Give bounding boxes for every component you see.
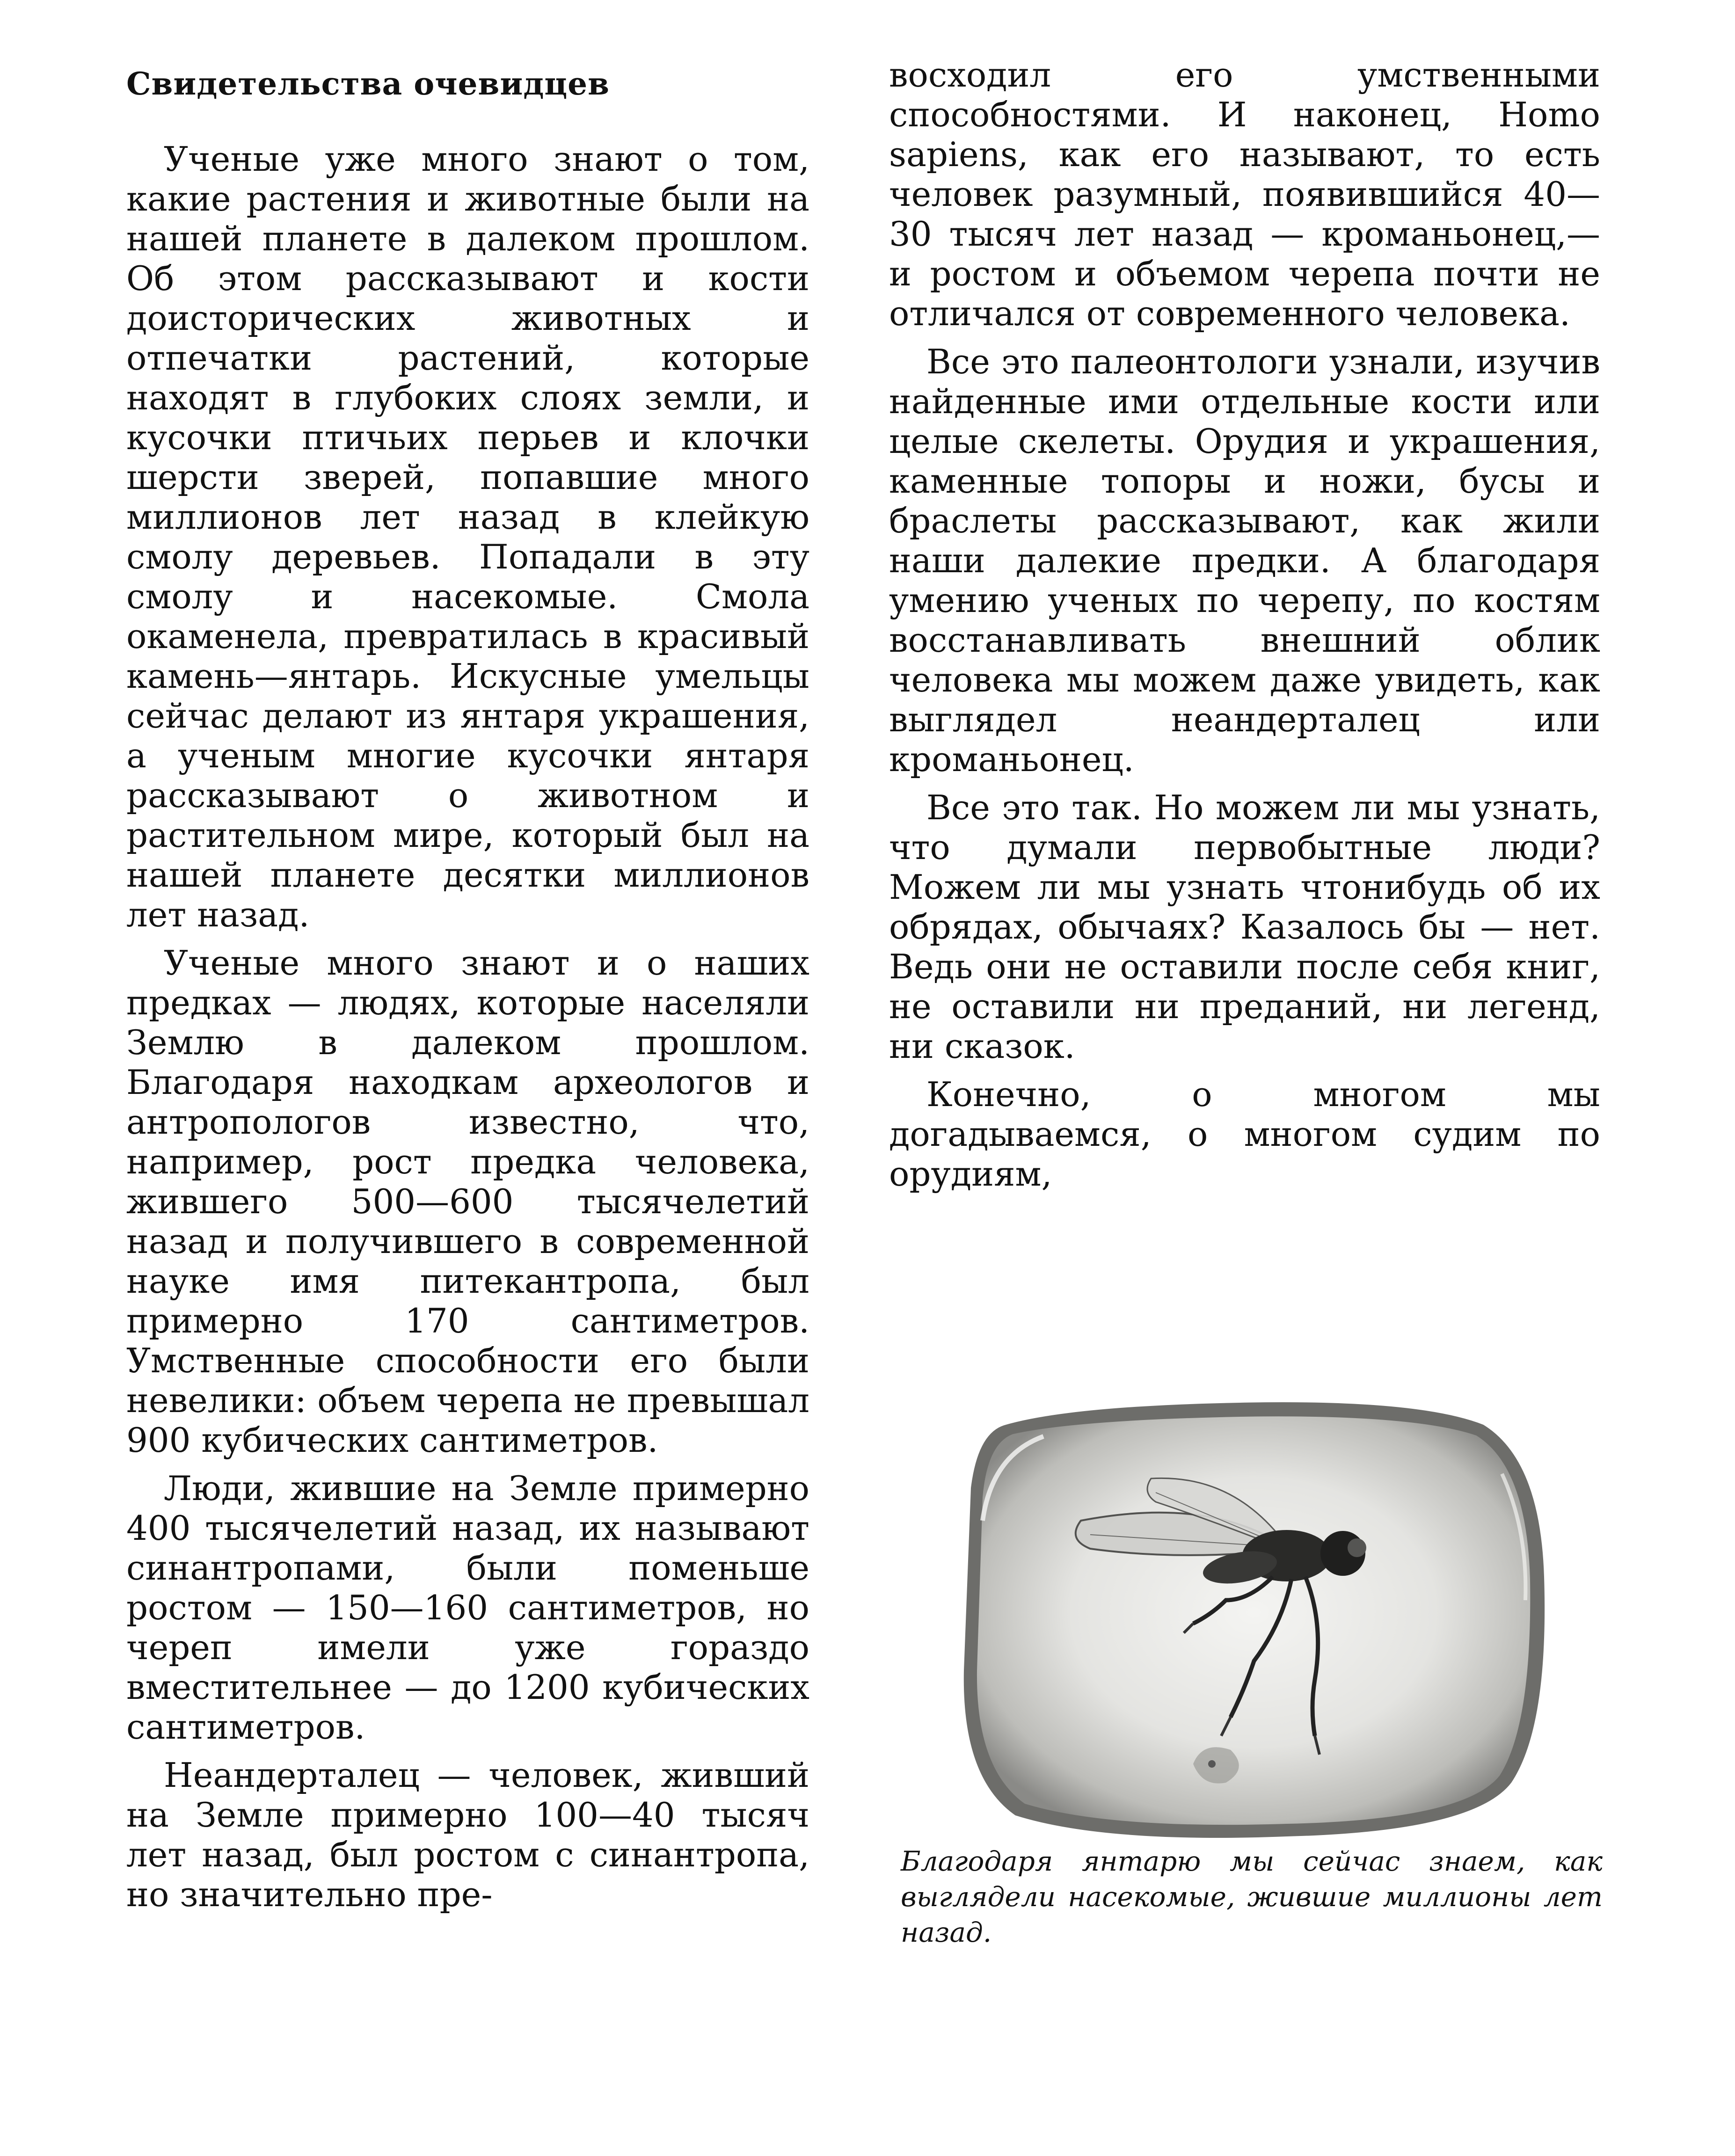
section-heading: Свидетельства очевидцев: [126, 66, 610, 102]
figure-caption: Благодаря янтарю мы сейчас знаем, как выглядели насекомые, жившие миллионы лет назад.: [901, 1845, 1603, 1948]
left-column: [126, 66, 809, 1923]
amber-insect-photo: [950, 1380, 1558, 1848]
paragraph: Ученые уже много знают о том, какие растения и животные были на нашей планете в далеком прошлом. Об этом рассказывают и кости доисторических животных и отпечатки растений, которые находят в глубоких слоях земли, и кусочки птичьих перьев и клочки шерсти зверей, попавшие много миллионов лет назад в клейкую смолу деревьев. Попадали в эту смолу и насекомые. Смола окаменела, превратилась в красивый камень—янтарь. Искусные умельцы сейчас делают из янтаря украшения, а ученым многие кусочки янтаря рассказывают о животном и растительном мире, который был на нашей планете десятки миллионов лет назад.: [126, 139, 809, 934]
amber-insect-image: [950, 1380, 1558, 1848]
paragraph: Все это так. Но можем ли мы узнать, что думали первобытные люди? Можем ли мы узнать чтонибудь об их обрядах, обычаях? Казалось бы — нет. Ведь они не оставили после себя книг, не оставили ни преданий, ни легенд, ни сказок.: [889, 788, 1600, 1066]
paragraph-continuation: восходил его умственными способностями. И наконец, Homo sapiens, как его называют, то есть человек разумный, появившийся 40—30 тысяч лет назад — кроманьонец,— и ростом и объемом черепа почти не отличался от современного человека.: [889, 55, 1600, 333]
paragraph: Конечно, о многом мы догадываемся, о многом судим по орудиям,: [889, 1075, 1600, 1194]
paragraph: Ученые много знают и о наших предках — людях, которые населяли Землю в далеком прошлом. Благодаря находкам археологов и антропологов известно, что, например, рост предка человека, жившего 500—600 тысячелетий назад и получившего в современной науке имя питекантропа, был примерно 170 сантиметров. Умственные способности его были невелики: объем черепа не превышал 900 кубических сантиметров.: [126, 943, 809, 1460]
right-column: [889, 55, 1600, 1202]
paragraph: Люди, жившие на Земле примерно 400 тысячелетий назад, их называют синантропами, были поменьше ростом — 150—160 сантиметров, но череп имели уже гораздо вместительнее — до 1200 кубических сантиметров.: [126, 1469, 809, 1747]
paragraph: Неандерталец — человек, живший на Земле примерно 100—40 тысяч лет назад, был ростом с синантропа, но значительно пре-: [126, 1755, 809, 1914]
paragraph: Все это палеонтологи узнали, изучив найденные ими отдельные кости или целые скелеты. Орудия и украшения, каменные топоры и ножи, бусы и браслеты рассказывают, как жили наши далекие предки. А благодаря умению ученых по черепу, по костям восстанавливать внешний облик человека мы можем даже увидеть, как выглядел неандерталец или кроманьонец.: [889, 342, 1600, 779]
